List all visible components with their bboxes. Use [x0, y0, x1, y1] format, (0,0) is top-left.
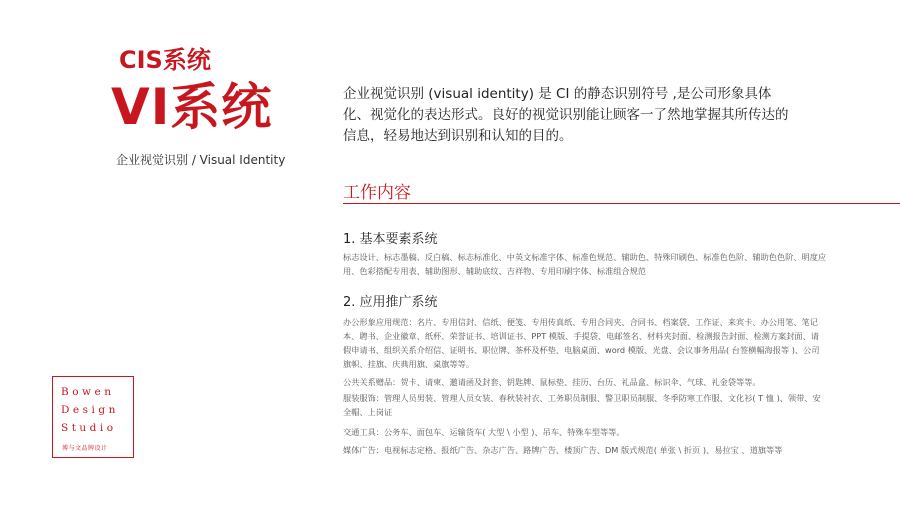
- uniform-text: 服装服饰：管理人员男装、管理人员女装、春秋装衬衣、工务职员制服、警卫职员制服、冬季防寒工作服、文化衫( T 恤 )、领带、安全帽、上岗证: [343, 393, 821, 417]
- transport-text: 交通工具：公务车、面包车、运输货车( 大型 \ 小型 )、吊车、特殊车型等等。: [343, 427, 625, 437]
- logo-chinese-name: 博与文品牌设计: [62, 445, 108, 452]
- logo-line-design: Design: [61, 404, 119, 416]
- media-ads-text: 媒体广告：电视标志定格、报纸广告、杂志广告、路牌广告、楼顶广告、DM 版式规范( 单张 \ 折页 )、易拉宝 、道旗等等: [343, 445, 783, 455]
- intro-paragraph: 企业视觉识别 (visual identity) 是 CI 的静态识别符号 ,是公司形象具体化、视觉化的表达形式。良好的视觉识别能让顾客一了然地掌握其所传达的信息，轻易地达到识别和认知的目的。: [343, 86, 789, 144]
- section-title: 工作内容: [343, 183, 411, 203]
- application-heading: 2. 应用推广系统: [343, 295, 438, 310]
- section-divider: [343, 203, 900, 204]
- pr-gifts-text: 公共关系赠品：贺卡、请柬、邀请函及封套、钥匙牌、鼠标垫、挂历、台历、礼品盒、标识伞、气球、礼金袋等等。: [343, 377, 761, 387]
- office-application-text: 办公形象应用规范：名片、专用信封、信纸、便笺、专用传真纸、专用合同夹、合同书、档案袋、工作证、来宾卡、办公用笔、笔记本、聘书、企业徽章、纸杯、荣誉证书、培训证书、PPT 模版、手提袋、电邮签名、材料夹封面、检测报告封面、检测方案封面、请假申请书、组织关系介绍信、证明书、职位牌、茶杯及杯垫、电脑桌面、word 模版、光盘、会议事务用品( 台签横幅海报等 )、公司旗帜、挂旗、庆典用旗、桌旗等等。: [343, 317, 820, 369]
- basic-elements-heading: 1. 基本要素系统: [343, 232, 438, 247]
- basic-elements-text: 标志设计、标志墨稿、反白稿、标志标准化、中英文标准字体、标准色规范、辅助色、特殊印刷色、标准色色阶、辅助色色阶、明度应用、色彩搭配专用表、辅助图形、辅助底纹、吉祥物、专用印刷字体、标准组合规范: [343, 252, 827, 276]
- vi-title: VI系统: [111, 78, 273, 136]
- cis-title: CIS系统: [119, 46, 211, 74]
- studio-logo: [52, 376, 134, 458]
- logo-line-studio: Studio: [61, 422, 117, 434]
- vi-subtitle: 企业视觉识别 / Visual Identity: [116, 153, 286, 167]
- logo-line-bowen: Bowen: [61, 386, 115, 398]
